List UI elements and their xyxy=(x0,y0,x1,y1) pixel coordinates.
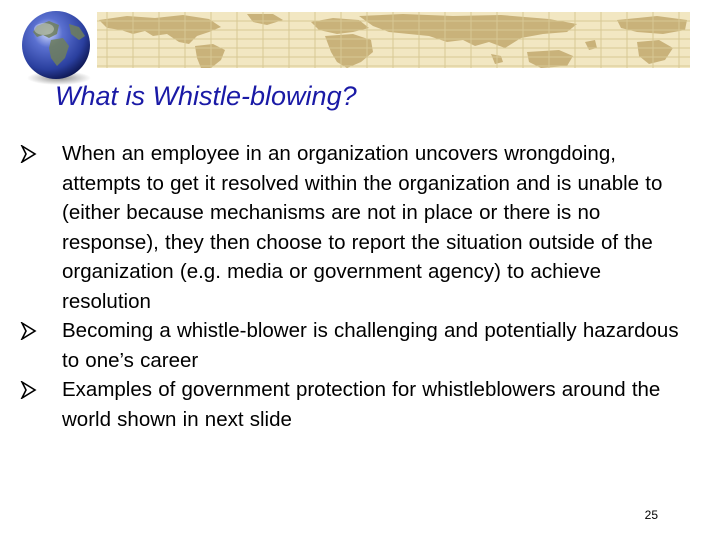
bullet-text: Becoming a whistle-blower is challenging and potentially hazardous to one’s career xyxy=(62,319,679,372)
arrow-bullet-icon xyxy=(20,145,37,163)
page-number: 25 xyxy=(644,508,658,522)
globe-icon xyxy=(13,8,99,88)
slide-title: What is Whistle-blowing? xyxy=(55,81,357,111)
arrow-bullet-icon xyxy=(20,381,37,399)
bullet-text: Examples of government protection for whistleblowers around the world shown in next slide xyxy=(62,378,661,431)
arrow-bullet-icon xyxy=(20,322,37,340)
bullet-list xyxy=(20,139,690,434)
bullet-item xyxy=(20,139,690,316)
world-map-banner xyxy=(97,12,690,68)
bullet-text: When an employee in an organization uncovers wrongdoing, attempts to get it resolved within the organization and is unable to (either because mechanisms are not in place or there is no response), they then choose to report the situation outside of the organization (e.g. media or government agency) to achieve resolution xyxy=(62,142,663,313)
bullet-item xyxy=(20,375,690,434)
bullet-item xyxy=(20,316,690,375)
